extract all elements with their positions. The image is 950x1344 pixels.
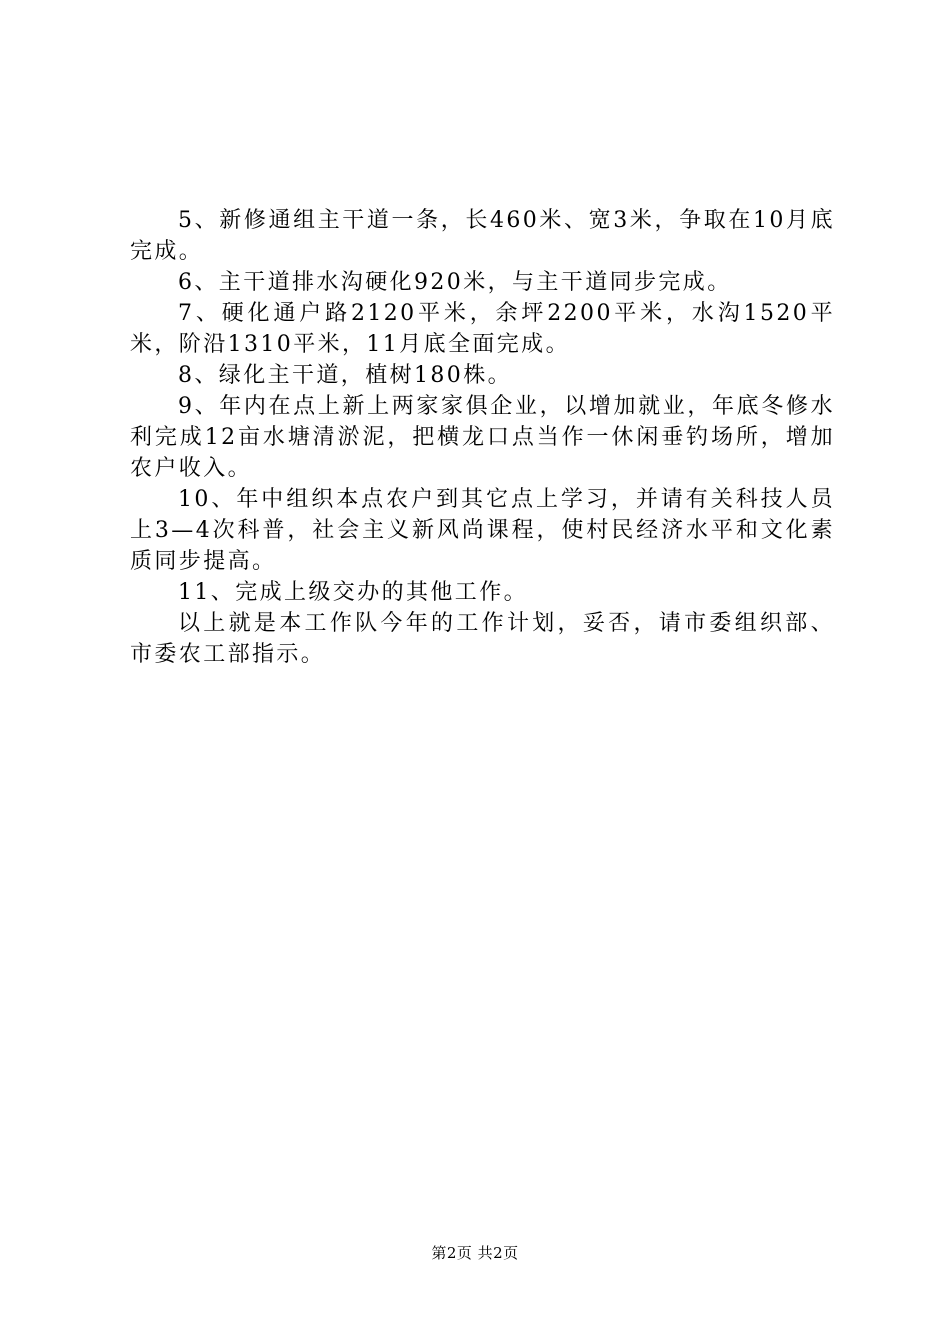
- document-body: [130, 205, 835, 670]
- page-number-footer: 第2页 共2页: [431, 1244, 519, 1262]
- paragraph-item-9: 9、年内在点上新上两家家俱企业，以增加就业，年底冬修水利完成12亩水塘清淤泥，把横龙口点当作一休闲垂钓场所，增加农户收入。: [130, 394, 835, 481]
- paragraph-item-11: 11、完成上级交办的其他工作。: [178, 580, 528, 605]
- paragraph-item-7: 7、硬化通户路2120平米，余坪2200平米，水沟1520平米，阶沿1310平米，11月底全面完成。: [130, 301, 835, 357]
- closing-paragraph: 以上就是本工作队今年的工作计划，妥否，请市委组织部、市委农工部指示。: [130, 611, 835, 667]
- paragraph-item-10: 10、年中组织本点农户到其它点上学习，并请有关科技人员上3—4次科普，社会主义新风尚课程，使村民经济水平和文化素质同步提高。: [130, 487, 835, 574]
- paragraph-item-5: 5、新修通组主干道一条，长460米、宽3米，争取在10月底完成。: [130, 208, 835, 264]
- paragraph-item-6: 6、主干道排水沟硬化920米，与主干道同步完成。: [178, 270, 732, 295]
- paragraph-item-8: 8、绿化主干道，植树180株。: [178, 363, 512, 388]
